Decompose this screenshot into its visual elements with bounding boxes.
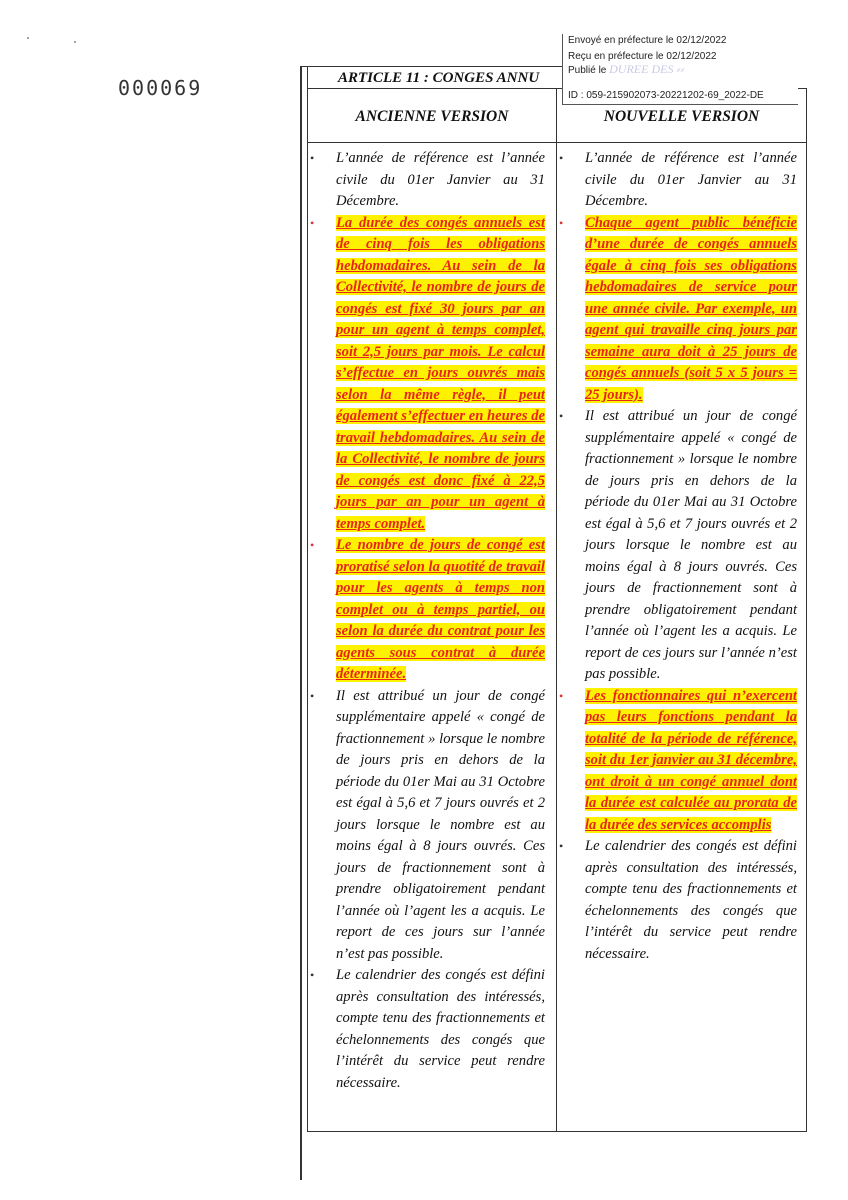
highlighted-paragraph: Les fonctionnaires qui n’exercent pas leurs fonctions pendant la totalité de la période de référence, soit du 1er janvier au 31 décembre, ont droit à un congé annuel dont la durée est calculée au prorata de la durée des services accomplis — [585, 687, 797, 833]
scan-mark — [74, 41, 76, 43]
scan-mark — [27, 37, 29, 39]
highlighted-paragraph: Chaque agent public bénéficie d’une durée de congés annuels égale à cinq fois ses obligations hebdomadaires de service pour une année civile. Par exemple, un agent qui travaille cinq jours par semaine aura doit à 25 jours de congés annuels (soit 5 x 5 jours = 25 jours). — [585, 214, 797, 403]
stamp-envoye: Envoyé en préfecture le 02/12/2022 — [568, 35, 727, 46]
table-bottom-border — [307, 1131, 807, 1132]
paragraph: Le calendrier des congés est défini après consultation des intéressés, compte tenu des fractionnements et échelonnements des congés que l’intérêt du service peut rendre nécessaire. — [336, 967, 545, 1091]
new-version-column — [557, 148, 797, 965]
list-item — [557, 686, 797, 837]
list-item — [308, 535, 545, 686]
paragraph: Le calendrier des congés est défini après consultation des intéressés, compte tenu des fractionnements et échelonnements des congés que l’intérêt du service peut rendre nécessaire. — [585, 838, 797, 962]
table-right-border — [806, 88, 807, 1132]
paragraph: L’année de référence est l’année civile du 01er Janvier au 31 Décembre. — [585, 150, 797, 209]
new-version-header: NOUVELLE VERSION — [603, 108, 760, 125]
list-item — [557, 213, 797, 407]
table-top-border — [300, 66, 562, 67]
stamp-publie: Publié le — [568, 65, 607, 76]
paragraph: L’année de référence est l’année civile du 01er Janvier au 31 Décembre. — [336, 150, 545, 209]
list-item — [308, 213, 545, 536]
list-item — [557, 836, 797, 965]
list-item — [308, 965, 545, 1094]
highlighted-paragraph: La durée des congés annuels est de cinq fois les obligations hebdomadaires. Au sein de la Collectivité, le nombre de jours de congés est fixé 30 jours par an pour un agent à temps complet, soit 2,5 jours par mois. Le calcul s’effectue en jours ouvrés mais selon la même règle, il peut également s’effectuer en heures de travail hebdomadaires. Au sein de la Collectivité, le nombre de jours de congés est donc fixé à 22,5 jours par an pour un agent à temps complet. — [336, 214, 545, 532]
stamp-id: ID : 059-215902073-20221202-69_2022-DE — [568, 90, 764, 101]
list-item — [557, 148, 797, 213]
header-row-border — [307, 142, 807, 143]
list-item — [308, 148, 545, 213]
stamp-recu: Reçu en préfecture le 02/12/2022 — [568, 51, 717, 62]
document-number: 000069 — [118, 76, 203, 100]
stamp-logo-faint: DUREE DES ⸗⸗ — [609, 62, 685, 76]
highlighted-paragraph: Le nombre de jours de congé est proratisé selon la quotité de travail pour les agents à temps non complet ou à temps partiel, ou selon la durée du contrat pour les agents sous contrat à durée déterminée. — [336, 537, 545, 682]
old-version-list — [308, 148, 545, 1094]
prefecture-stamp — [562, 34, 798, 105]
list-item — [308, 686, 545, 966]
paragraph: Il est attribué un jour de congé supplémentaire appelé « congé de fractionnement » lorsque le nombre de jours pris en dehors de la période du 01er Mai au 31 Octobre est égal à 5,6 et 7 jours ouvrés et 2 jours lorsque le nombre est au moins égal à 8 jours ouvrés. Ces jours de fractionnement sont à prendre obligatoirement pendant l’année où l’agent les a acquis. Le report de ces jours sur l’année n’est pas possible. — [336, 687, 545, 962]
paragraph: Il est attribué un jour de congé supplémentaire appelé « congé de fractionnement » lorsque le nombre de jours pris en dehors de la période du 01er Mai au 31 Octobre est égal à 5,6 et 7 jours ouvrés et 2 jours lorsque le nombre est au moins égal à 8 jours ouvrés. Ces jours de fractionnement sont à prendre obligatoirement pendant l’année où l’agent les a acquis. Le report de ces jours sur l’année n’est pas possible. — [585, 408, 797, 682]
old-version-header: ANCIENNE VERSION — [355, 108, 509, 125]
old-version-column — [308, 148, 545, 1094]
article-title: ARTICLE 11 : CONGES ANNU — [338, 70, 540, 86]
list-item — [557, 406, 797, 686]
table-left-border — [300, 66, 302, 1180]
new-version-list — [557, 148, 797, 965]
